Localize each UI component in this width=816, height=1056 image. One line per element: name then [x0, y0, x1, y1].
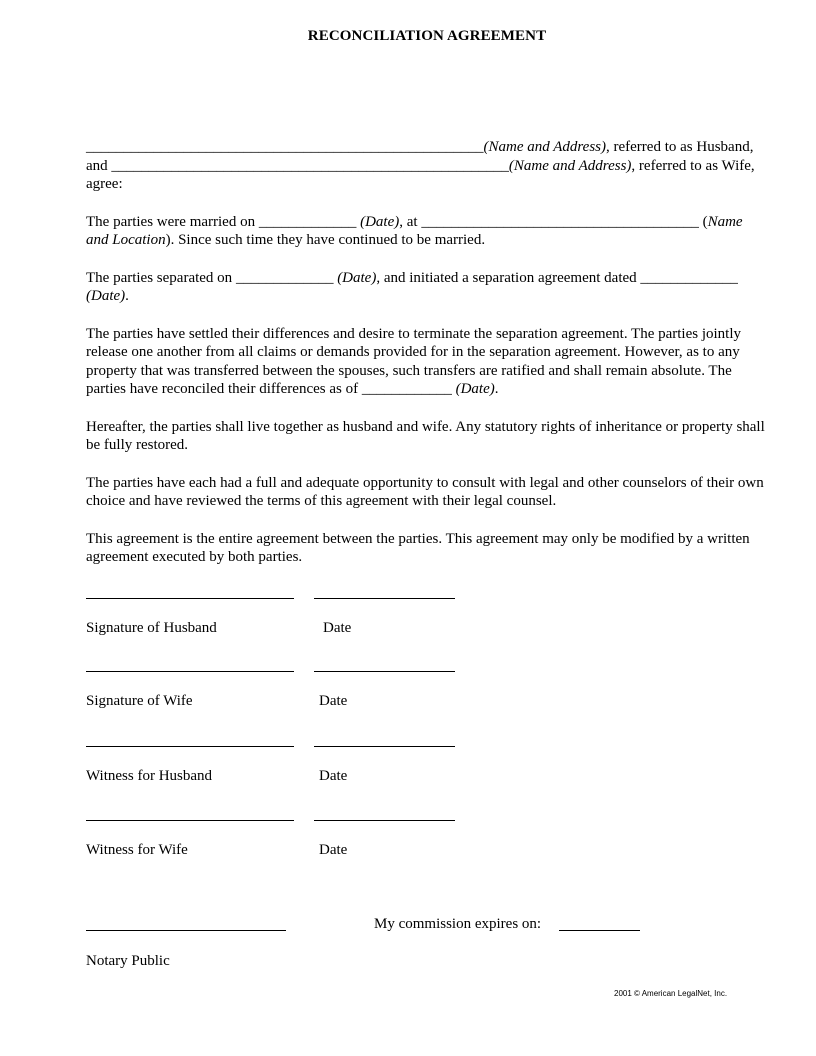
wife-witness-label: Witness for Wife: [86, 842, 188, 858]
hereafter-paragraph: Hereafter, the parties shall live together as husband and wife. Any statutory rights of inheritance or property shall be fully restored.: [86, 418, 765, 453]
wife-witness-date-line[interactable]: [314, 820, 455, 821]
husband-witness-signature-line[interactable]: [86, 746, 294, 747]
husband-date-line[interactable]: [314, 598, 455, 599]
document-body: [86, 138, 766, 586]
name-address-label-2: (Name and Address): [508, 157, 632, 174]
separation-date-blank[interactable]: _____________: [235, 269, 334, 286]
husband-witness-label: Witness for Husband: [86, 768, 213, 784]
notary-signature-line[interactable]: [86, 930, 286, 931]
wife-signature-line[interactable]: [86, 671, 294, 672]
wife-witness-signature-line[interactable]: [86, 820, 294, 821]
entire-agreement-paragraph: This agreement is the entire agreement between the parties. This agreement may only be modified by a written agreement executed by both parties.: [86, 530, 750, 565]
husband-date-label: Date: [323, 620, 352, 636]
married-paragraph: The parties were married on _____________ (Date), at _____________________________________ (Name and Location). Since such time they have continued to be married.: [86, 213, 743, 248]
marriage-location-blank[interactable]: _____________________________________: [421, 213, 699, 230]
reconciliation-date-blank[interactable]: ____________: [361, 381, 452, 397]
wife-signature-label: Signature of Wife: [86, 693, 193, 709]
name-address-label-1: (Name and Address): [483, 139, 606, 155]
husband-witness-date-line[interactable]: [314, 746, 455, 747]
husband-witness-date-label: Date: [319, 768, 348, 784]
husband-signature-label: Signature of Husband: [86, 620, 217, 636]
separation-agreement-date-blank[interactable]: _____________: [640, 269, 738, 286]
wife-date-label: Date: [319, 693, 348, 709]
parties-paragraph: _____________________________________________________(Name and Address), referred to as Husband, and _____________________________________________________(Name and Address), referred to as Wife, agree:: [86, 139, 755, 192]
separated-paragraph: The parties separated on _____________ (Date), and initiated a separation agreement dated _____________ (Date).: [86, 269, 738, 304]
notary-public-label: Notary Public: [86, 953, 170, 969]
wife-witness-date-label: Date: [319, 842, 348, 858]
husband-name-blank[interactable]: _____________________________________________________: [86, 139, 484, 155]
settled-paragraph: The parties have settled their differences and desire to terminate the separation agreement. The parties jointly release one another from all claims or demands provided for in the separation agreement. However, as to any property that was transferred between the spouses, such transfers are ratified and shall remain absolute. The parties have reconciled their differences as of ____________ (Date).: [86, 325, 742, 397]
copyright-footer: 2001 © American LegalNet, Inc.: [614, 989, 728, 998]
document-title: RECONCILIATION AGREEMENT: [307, 28, 547, 44]
commission-expires-label: My commission expires on:: [374, 916, 542, 932]
husband-signature-line[interactable]: [86, 598, 294, 599]
counsel-paragraph: The parties have each had a full and adequate opportunity to consult with legal and other counselors of their own choice and have reviewed the terms of this agreement with their legal counsel.: [86, 474, 764, 509]
commission-expires-line[interactable]: [559, 930, 640, 931]
wife-name-blank[interactable]: _____________________________________________________: [111, 157, 509, 174]
wife-date-line[interactable]: [314, 671, 455, 672]
marriage-date-blank[interactable]: _____________: [258, 213, 357, 230]
